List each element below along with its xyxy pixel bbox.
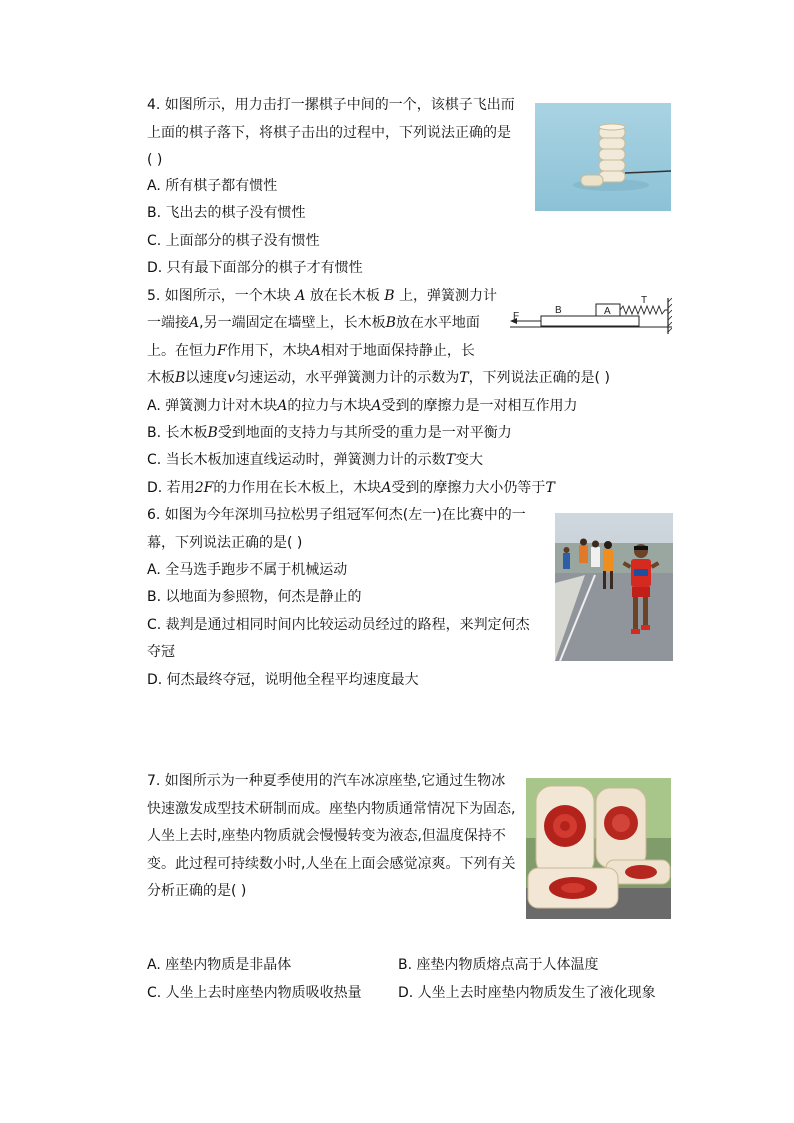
q5-option-b[interactable]: B. 长木板B受到地面的支持力与其所受的重力是一对平衡力 [147, 425, 512, 441]
q5-line-3: 上。在恒力F作用下，木块A相对于地面保持静止，长 [147, 343, 475, 359]
q6-option-d[interactable]: D. 何杰最终夺冠，说明他全程平均速度最大 [147, 672, 419, 688]
q7-line-1: 7. 如图所示为一种夏季使用的汽车冰凉座垫,它通过生物冰 [147, 773, 506, 789]
q7-line-4: 变。此过程可持续数小时,人坐在上面会感觉凉爽。下列有关 [147, 856, 516, 872]
q7-line-2: 快速激发成型技术研制而成。座垫内物质通常情况下为固态, [147, 801, 516, 817]
q7-line-3: 人坐上去时,座垫内物质就会慢慢转变为液态,但温度保持不 [147, 828, 506, 844]
q5-line-1: 5. 如图所示，一个木块 A 放在长木板 B 上，弹簧测力计 [147, 288, 498, 304]
q5-option-a[interactable]: A. 弹簧测力计对木块A的拉力与木块A受到的摩擦力是一对相互作用力 [147, 398, 578, 414]
q4-option-c[interactable]: C. 上面部分的棋子没有惯性 [147, 233, 320, 249]
q5-option-d[interactable]: D. 若用2F的力作用在长木板上，木块A受到的摩擦力大小仍等于T [147, 480, 555, 496]
q4-line-3: ( ) [147, 152, 163, 168]
q7-option-b[interactable]: B. 座垫内物质熔点高于人体温度 [398, 957, 599, 973]
chess-stack-photo [535, 103, 671, 211]
q4-option-d[interactable]: D. 只有最下面部分的棋子才有惯性 [147, 260, 363, 276]
q7-line-5: 分析正确的是( ) [147, 883, 247, 899]
label-B: B [555, 305, 562, 316]
q4-line-1: 4. 如图所示，用力击打一摞棋子中间的一个，该棋子飞出而 [147, 97, 515, 113]
q6-option-a[interactable]: A. 全马选手跑步不属于机械运动 [147, 562, 348, 578]
label-F: F [513, 311, 520, 322]
q4-option-a[interactable]: A. 所有棋子都有惯性 [147, 178, 278, 194]
q5-option-c[interactable]: C. 当长木板加速直线运动时，弹簧测力计的示数T变大 [147, 452, 484, 468]
q5-line-4: 木板B以速度v匀速运动，水平弹簧测力计的示数为T，下列说法正确的是( ) [147, 370, 610, 386]
q5-line-2: 一端接A,另一端固定在墙壁上，长木板B放在水平地面 [147, 315, 480, 331]
label-T: T [641, 295, 648, 306]
q6-option-b[interactable]: B. 以地面为参照物，何杰是静止的 [147, 589, 362, 605]
q4-option-b[interactable]: B. 飞出去的棋子没有惯性 [147, 205, 306, 221]
block-board-spring-diagram [508, 294, 672, 340]
q6-line-2: 幕，下列说法正确的是( ) [147, 535, 303, 551]
label-A: A [604, 306, 611, 317]
q7-option-d[interactable]: D. 人坐上去时座垫内物质发生了液化现象 [398, 985, 656, 1001]
q6-line-1: 6. 如图为今年深圳马拉松男子组冠军何杰(左一)在比赛中的一 [147, 507, 526, 523]
seat-cushion-photo [526, 778, 671, 919]
q7-option-a[interactable]: A. 座垫内物质是非晶体 [147, 957, 292, 973]
q6-option-c[interactable]: C. 裁判是通过相同时间内比较运动员经过的路程，来判定何杰 [147, 617, 530, 633]
q7-option-c[interactable]: C. 人坐上去时座垫内物质吸收热量 [147, 985, 362, 1001]
q4-line-2: 上面的棋子落下，将棋子击出的过程中，下列说法正确的是 [147, 125, 511, 141]
q6-option-c-cont: 夺冠 [147, 644, 175, 660]
marathon-photo [555, 513, 673, 661]
